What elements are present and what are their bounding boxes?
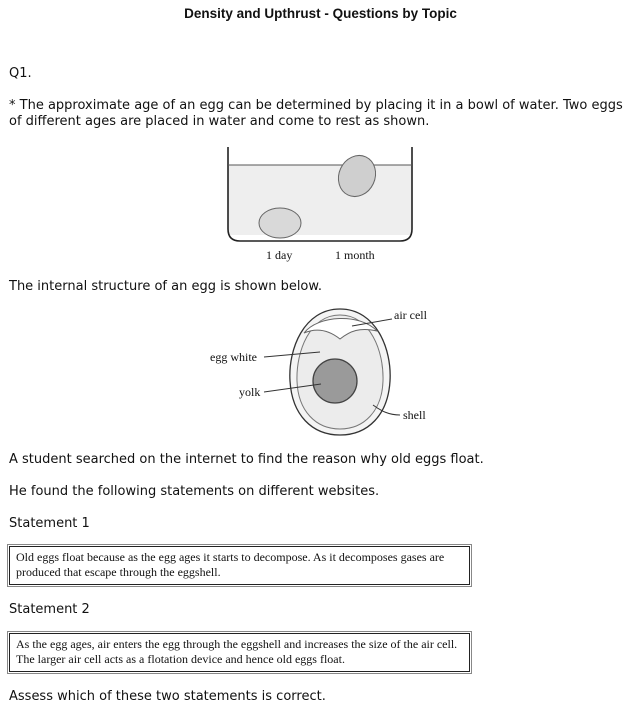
statement-2-label: Statement 2 [9, 602, 90, 617]
assess-text: Assess which of these two statements is correct. [9, 689, 326, 704]
page-title: Density and Upthrust - Questions by Topic [184, 6, 457, 21]
egg-1-day [259, 208, 301, 238]
found-text: He found the following statements on different websites. [9, 484, 380, 499]
water [228, 165, 412, 235]
question-label: Q1. [9, 66, 32, 81]
statement-2-box: As the egg ages, air enters the egg through the eggshell and increases the size of the air cell. The larger air cell acts as a flotation device and hence old eggs float. [9, 633, 470, 672]
label-egg-white: egg white [210, 350, 257, 364]
label-yolk: yolk [239, 385, 261, 399]
statement-1-label: Statement 1 [9, 516, 90, 531]
label-1-day: 1 day [266, 248, 293, 262]
label-shell: shell [403, 408, 426, 422]
label-air-cell: air cell [394, 308, 427, 322]
yolk [313, 359, 357, 403]
egg-structure-figure [200, 305, 450, 440]
label-1-month: 1 month [335, 248, 375, 262]
student-text: A student searched on the internet to find the reason why old eggs float. [9, 452, 484, 467]
statement-1-box: Old eggs float because as the egg ages it starts to decompose. As it decomposes gases are produced that escape through the eggshell. [9, 546, 470, 585]
question-intro: * The approximate age of an egg can be determined by placing it in a bowl of water. Two eggs of different ages are placed in water and come to rest as shown. [9, 98, 623, 129]
internal-structure-text: The internal structure of an egg is shown below. [9, 279, 322, 294]
egg-bowl-figure [220, 143, 420, 268]
